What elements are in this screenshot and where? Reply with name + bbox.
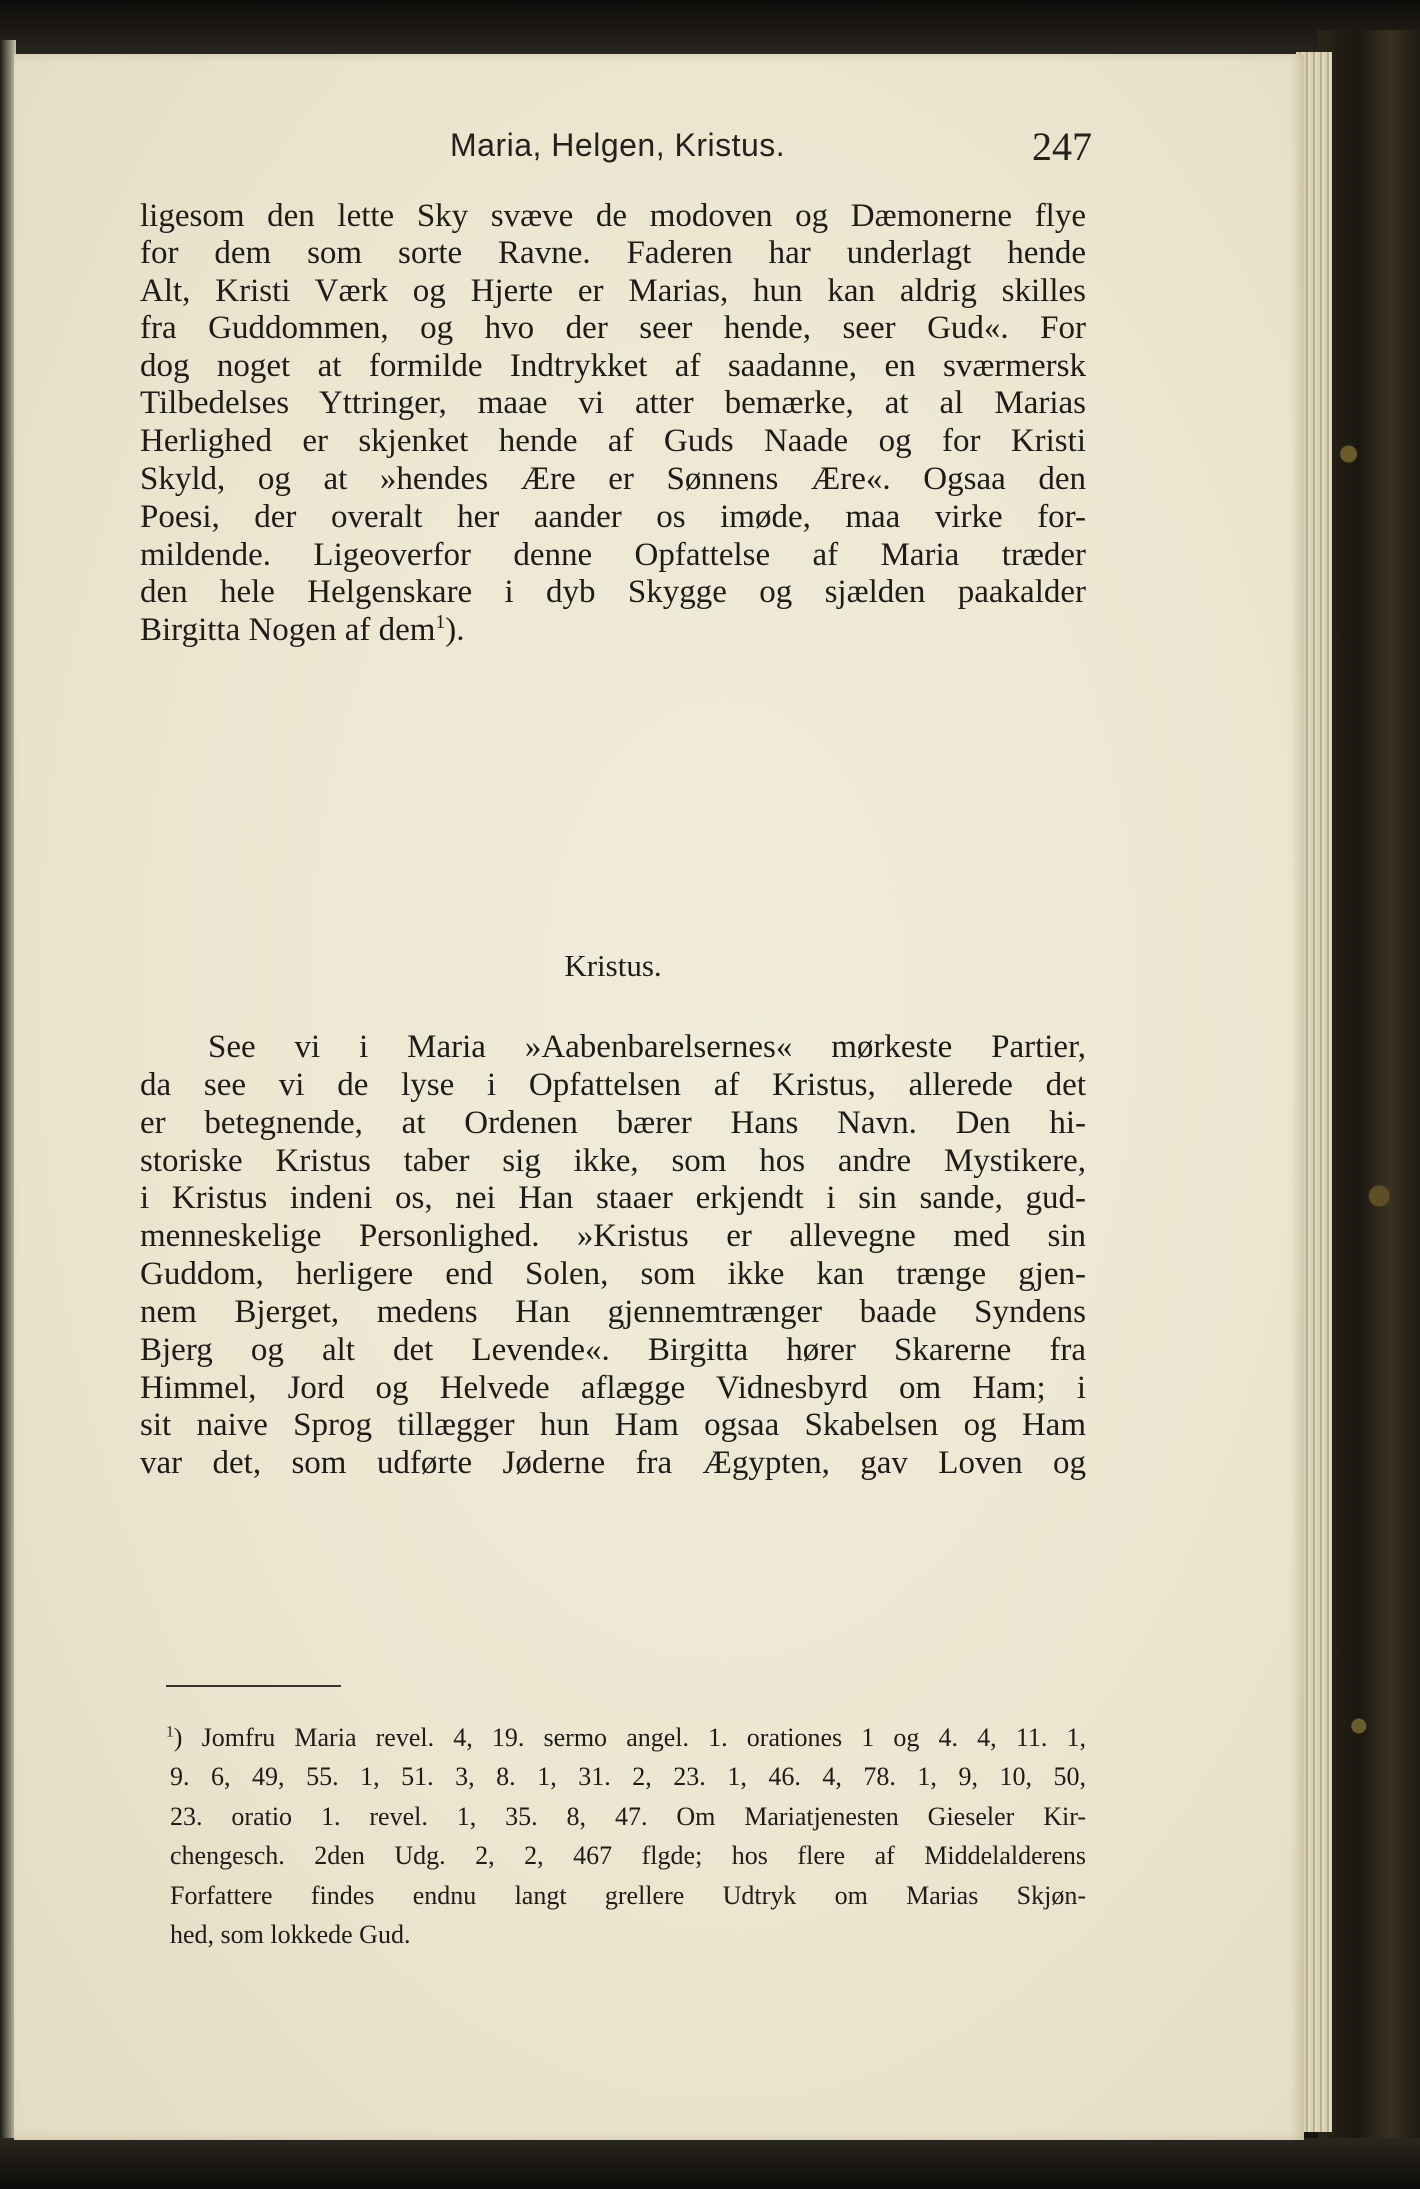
footnote-reference: 1 bbox=[435, 611, 446, 633]
footnote-line bbox=[166, 1718, 1086, 1758]
footnote-line: chengesch. 2den Udg. 2, 2, 467 flgde; hos flere af Middelalderens bbox=[170, 1841, 1086, 1870]
text-line: den hele Helgenskare i dyb Skygge og sjælden paakalder bbox=[140, 574, 1086, 610]
text-line: storiske Kristus taber sig ikke, som hos andre Mystikere, bbox=[140, 1143, 1086, 1179]
footnote-rule bbox=[166, 1685, 341, 1687]
text-line: Himmel, Jord og Helvede aflægge Vidnesbyrd om Ham; i bbox=[140, 1370, 1086, 1406]
footnote-line: hed, som lokkede Gud. bbox=[170, 1920, 411, 1949]
footnote-text: ) Jomfru Maria revel. 4, 19. sermo angel. 1. orationes 1 og 4. 4, 11. 1, bbox=[173, 1723, 1086, 1752]
running-title: Maria, Helgen, Kristus. bbox=[450, 127, 786, 163]
text-line: menneskelige Personlighed. »Kristus er allevegne med sin bbox=[140, 1218, 1086, 1254]
text-line: fra Guddommen, og hvo der seer hende, seer Gud«. For bbox=[140, 310, 1086, 346]
text-fragment: Birgitta Nogen af dem bbox=[140, 612, 436, 648]
text-line: for dem som sorte Ravne. Faderen har underlagt hende bbox=[140, 235, 1086, 271]
text-line: mildende. Ligeoverfor denne Opfattelse af Maria træder bbox=[140, 537, 1086, 573]
text-line: Herlighed er skjenket hende af Guds Naade og for Kristi bbox=[140, 423, 1086, 459]
text-line: Poesi, der overalt her aander os imøde, maa virke for- bbox=[140, 499, 1086, 535]
text-line: Tilbedelses Yttringer, maae vi atter bemærke, at al Marias bbox=[140, 385, 1086, 421]
text-line: Bjerg og alt det Levende«. Birgitta hører Skarerne fra bbox=[140, 1332, 1086, 1368]
text-line: da see vi de lyse i Opfattelsen af Kristus, allerede det bbox=[140, 1067, 1086, 1103]
text-line: sit naive Sprog tillægger hun Ham ogsaa Skabelsen og Ham bbox=[140, 1407, 1086, 1443]
text-line: Alt, Kristi Værk og Hjerte er Marias, hun kan aldrig skilles bbox=[140, 273, 1086, 309]
text-line-last bbox=[140, 606, 1086, 654]
text-line: var det, som udførte Jøderne fra Ægypten, gav Loven og bbox=[140, 1445, 1086, 1481]
top-shadow bbox=[0, 0, 1420, 58]
text-fragment: ). bbox=[445, 612, 465, 648]
text-line: er betegnende, at Ordenen bærer Hans Navn. Den hi- bbox=[140, 1105, 1086, 1141]
text-line: ligesom den lette Sky svæve de modoven og Dæmonerne flye bbox=[140, 198, 1086, 234]
text-line: Skyld, og at »hendes Ære er Sønnens Ære«. Ogsaa den bbox=[140, 461, 1086, 497]
footnote-line: Forfattere findes endnu langt grellere Udtryk om Marias Skjøn- bbox=[170, 1881, 1086, 1910]
text-line: dog noget at formilde Indtrykket af saadanne, en sværmersk bbox=[140, 348, 1086, 384]
footnote-line: 23. oratio 1. revel. 1, 35. 8, 47. Om Mariatjenesten Gieseler Kir- bbox=[170, 1802, 1086, 1831]
text-line: i Kristus indeni os, nei Han staaer erkjendt i sin sande, gud- bbox=[140, 1180, 1086, 1216]
footnote-marker: 1 bbox=[166, 1723, 174, 1741]
running-head bbox=[0, 124, 1420, 187]
page-number: 247 bbox=[1032, 124, 1092, 169]
text-line: nem Bjerget, medens Han gjennemtrænger baade Syndens bbox=[140, 1294, 1086, 1330]
text-line: Guddom, herligere end Solen, som ikke kan trænge gjen- bbox=[140, 1256, 1086, 1292]
bottom-shadow bbox=[0, 2138, 1420, 2189]
footnote-line: 9. 6, 49, 55. 1, 51. 3, 8. 1, 31. 2, 23. 1, 46. 4, 78. 1, 9, 10, 50, bbox=[170, 1762, 1086, 1791]
text-line: See vi i Maria »Aabenbarelsernes« mørkeste Partier, bbox=[208, 1029, 1086, 1065]
book-cover-edge bbox=[1318, 30, 1420, 2150]
section-heading: Kristus. bbox=[564, 948, 662, 983]
